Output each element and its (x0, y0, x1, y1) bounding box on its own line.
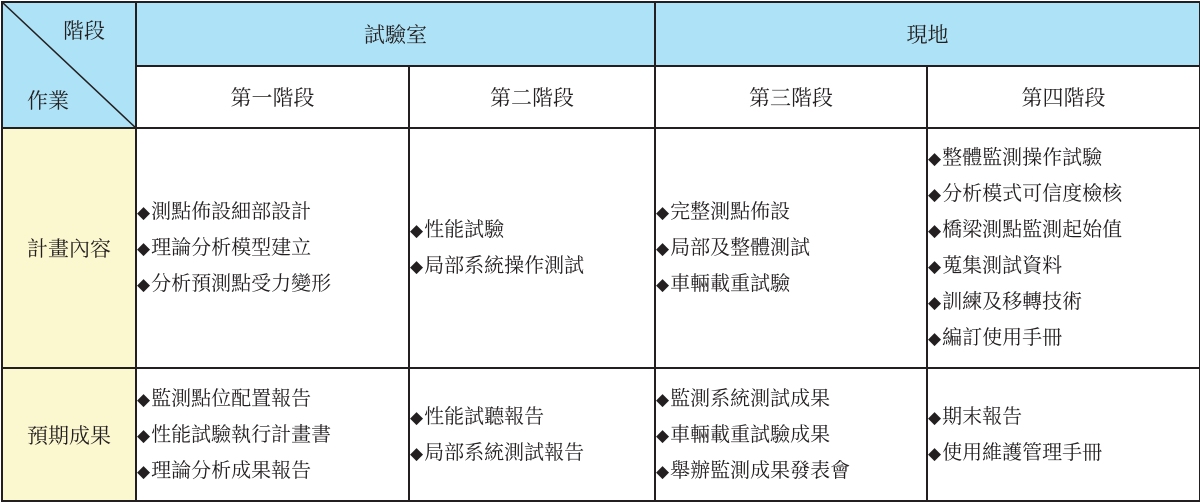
diamond-bullet-icon: ◆ (410, 221, 424, 241)
diamond-bullet-icon: ◆ (656, 239, 670, 259)
list-item (137, 381, 408, 417)
list-item (928, 284, 1199, 320)
diamond-bullet-icon: ◆ (137, 203, 151, 223)
list-item-text: 舉辦監測成果發表會 (670, 457, 851, 482)
plan-cell-stage-4 (927, 128, 1200, 368)
diamond-bullet-icon: ◆ (410, 257, 424, 277)
list-item-text: 監測系統測試成果 (670, 385, 831, 410)
plan-table-container (1, 1, 1199, 500)
diamond-bullet-icon: ◆ (137, 389, 151, 410)
list-item (137, 266, 408, 302)
group-header-field: 現地 (655, 2, 1200, 66)
list-item-text: 分析預測點受力變形 (151, 271, 332, 295)
plan-table (1, 1, 1200, 502)
list-item-text: 局部系統測試報告 (424, 439, 585, 464)
list-item-text: 整體監測操作試驗 (942, 145, 1103, 169)
list-item (928, 140, 1199, 176)
result-cell-stage-1 (136, 368, 409, 501)
result-cell-stage-3 (655, 368, 927, 501)
list-item-text: 理論分析模型建立 (151, 235, 312, 259)
list-item (656, 417, 926, 453)
diamond-bullet-icon: ◆ (928, 407, 942, 428)
list-item-text: 性能試驗 (424, 217, 505, 241)
corner-task-label: 作業 (27, 89, 69, 113)
stage-header-2: 第二階段 (409, 66, 655, 128)
diamond-bullet-icon: ◆ (137, 239, 151, 259)
result-cell-stage-2 (409, 368, 655, 501)
list-item (410, 435, 654, 471)
diamond-bullet-icon: ◆ (137, 461, 151, 482)
list-item-text: 車輛載重試驗成果 (670, 421, 831, 446)
list-item-text: 局部及整體測試 (670, 235, 811, 259)
diamond-bullet-icon: ◆ (656, 425, 670, 446)
list-item-text: 測點佈設細部設計 (151, 199, 312, 223)
result-cell-stage-4 (927, 368, 1200, 501)
plan-cell-stage-1 (136, 128, 409, 368)
diamond-bullet-icon: ◆ (928, 443, 942, 464)
diamond-bullet-icon: ◆ (928, 149, 942, 169)
plan-cell-stage-2 (409, 128, 655, 368)
list-item (928, 320, 1199, 356)
list-item (928, 435, 1199, 471)
list-item (656, 194, 926, 230)
list-item-text: 監測點位配置報告 (151, 385, 312, 410)
list-item (137, 230, 408, 266)
stage-header-1: 第一階段 (136, 66, 409, 128)
list-item (137, 417, 408, 453)
list-item (928, 399, 1199, 435)
list-item (928, 176, 1199, 212)
list-item (137, 453, 408, 489)
table-row-results (2, 368, 1200, 501)
diamond-bullet-icon: ◆ (410, 407, 424, 428)
list-item-text: 理論分析成果報告 (151, 457, 312, 482)
diamond-bullet-icon: ◆ (928, 185, 942, 205)
list-item (410, 212, 654, 248)
list-item-text: 橋梁測點監測起始值 (942, 217, 1123, 241)
list-item-text: 局部系統操作測試 (424, 253, 585, 277)
list-item-text: 性能試驗執行計畫書 (151, 421, 332, 446)
list-item-text: 訓練及移轉技術 (942, 289, 1083, 313)
list-item-text: 完整測點佈設 (670, 199, 791, 223)
list-item (410, 248, 654, 284)
list-item-text: 使用維護管理手冊 (942, 439, 1103, 464)
diamond-bullet-icon: ◆ (928, 293, 942, 313)
list-item (656, 381, 926, 417)
stage-header-4: 第四階段 (927, 66, 1200, 128)
diamond-bullet-icon: ◆ (656, 389, 670, 410)
diamond-bullet-icon: ◆ (928, 257, 942, 277)
list-item (928, 212, 1199, 248)
list-item-text: 車輛載重試驗 (670, 271, 791, 295)
list-item (928, 248, 1199, 284)
diamond-bullet-icon: ◆ (656, 275, 670, 295)
diamond-bullet-icon: ◆ (656, 203, 670, 223)
corner-stage-label: 階段 (63, 19, 105, 43)
row-label-results: 預期成果 (2, 368, 136, 501)
list-item (656, 266, 926, 302)
diamond-bullet-icon: ◆ (928, 329, 942, 349)
stage-header-3: 第三階段 (655, 66, 927, 128)
table-row-plan (2, 128, 1200, 368)
list-item-text: 期末報告 (942, 403, 1023, 428)
list-item-text: 編訂使用手冊 (942, 325, 1063, 349)
list-item (656, 453, 926, 489)
list-item (656, 230, 926, 266)
list-item-text: 分析模式可信度檢核 (942, 181, 1123, 205)
diamond-bullet-icon: ◆ (410, 443, 424, 464)
row-label-plan: 計畫內容 (2, 128, 136, 368)
diamond-bullet-icon: ◆ (928, 221, 942, 241)
diamond-bullet-icon: ◆ (137, 425, 151, 446)
list-item-text: 蒐集測試資料 (942, 253, 1063, 277)
plan-cell-stage-3 (655, 128, 927, 368)
corner-header-cell (2, 2, 136, 128)
diamond-bullet-icon: ◆ (656, 461, 670, 482)
list-item (410, 399, 654, 435)
diamond-bullet-icon: ◆ (137, 275, 151, 295)
group-header-lab: 試驗室 (136, 2, 655, 66)
list-item (137, 194, 408, 230)
list-item-text: 性能試聽報告 (424, 403, 545, 428)
